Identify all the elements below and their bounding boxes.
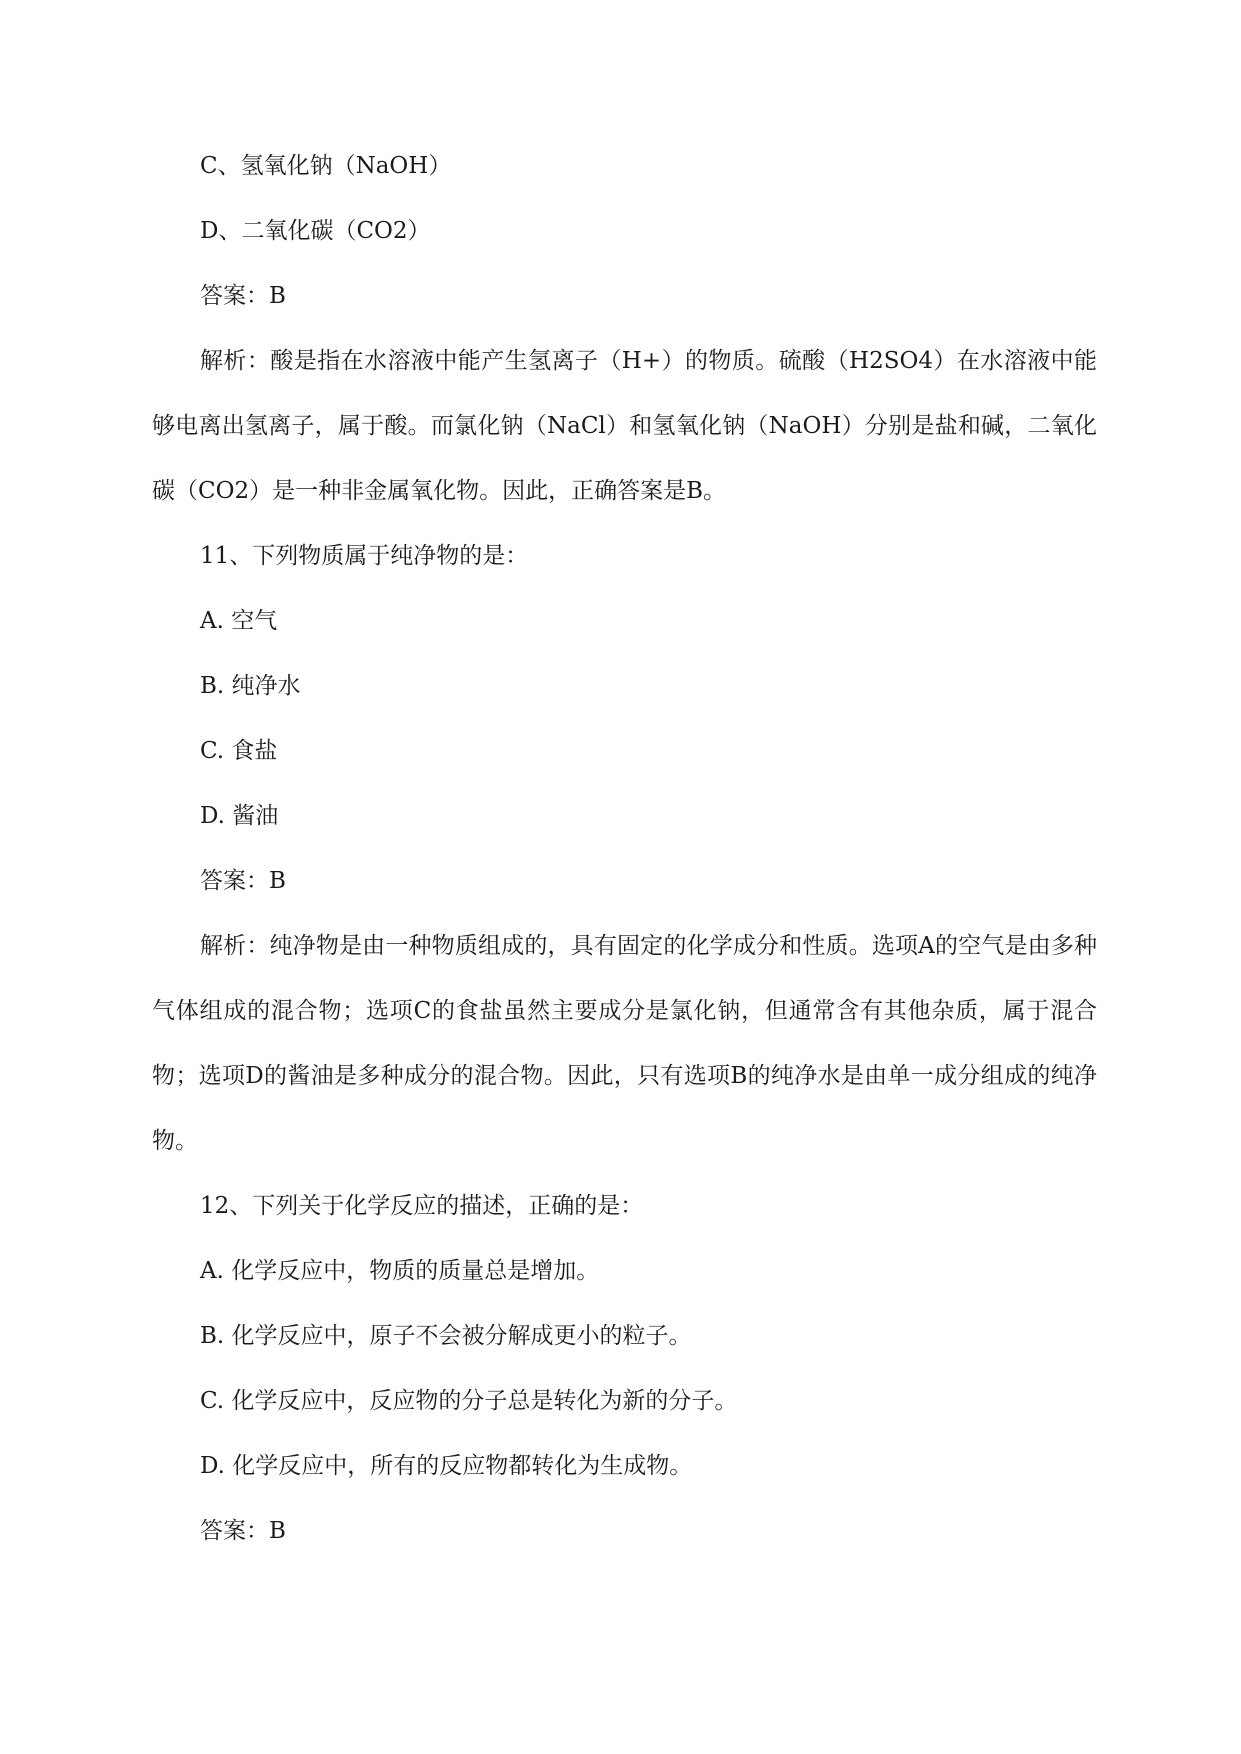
q11-analysis: 解析：纯净物是由一种物质组成的，具有固定的化学成分和性质。选项A的空气是由多种气体组成的混合物；选项C的食盐虽然主要成分是氯化钠，但通常含有其他杂质，属于混合物；选项D的酱油是多种成分的混合物。因此，只有选项B的纯净水是由单一成分组成的纯净物。 xyxy=(152,933,1097,1154)
q11-answer: 答案：B xyxy=(200,868,286,894)
q10-option-c: C、氢氧化钠（NaOH） xyxy=(200,153,452,179)
q12-question: 12、下列关于化学反应的描述，正确的是： xyxy=(200,1193,644,1219)
q11-option-b: B. 纯净水 xyxy=(200,673,301,699)
q11-option-a: A. 空气 xyxy=(200,608,278,634)
q10-answer: 答案：B xyxy=(200,283,286,309)
q10-option-d: D、二氧化碳（CO2） xyxy=(200,218,431,244)
q12-option-c: C. 化学反应中，反应物的分子总是转化为新的分子。 xyxy=(200,1388,738,1414)
q12-option-b: B. 化学反应中，原子不会被分解成更小的粒子。 xyxy=(200,1323,692,1349)
q11-option-c: C. 食盐 xyxy=(200,738,278,764)
document-page xyxy=(152,150,1097,1547)
q11-question: 11、下列物质属于纯净物的是： xyxy=(200,543,529,569)
q10-analysis: 解析：酸是指在水溶液中能产生氢离子（H+）的物质。硫酸（H2SO4）在水溶液中能够电离出氢离子，属于酸。而氯化钠（NaCl）和氢氧化钠（NaOH）分别是盐和碱，二氧化碳（CO2）是一种非金属氧化物。因此，正确答案是B。 xyxy=(152,348,1097,504)
q12-option-d: D. 化学反应中，所有的反应物都转化为生成物。 xyxy=(200,1453,693,1479)
q12-option-a: A. 化学反应中，物质的质量总是增加。 xyxy=(200,1258,600,1284)
q11-option-d: D. 酱油 xyxy=(200,803,279,829)
q12-answer: 答案：B xyxy=(200,1518,286,1544)
